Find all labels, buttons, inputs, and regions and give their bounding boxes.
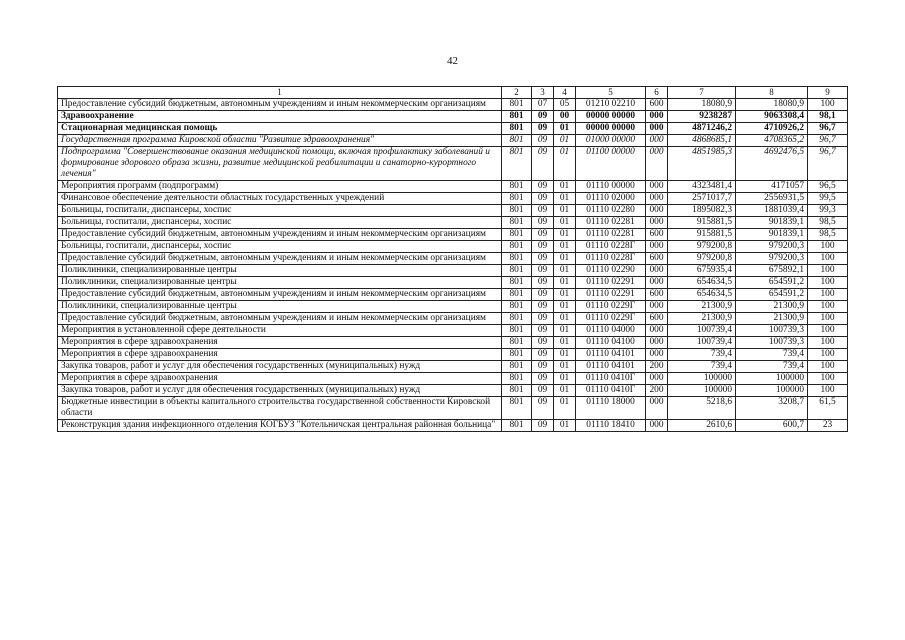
table-header-row	[58, 87, 848, 99]
subsection-code-cell: 01	[554, 337, 576, 349]
subsection-code-cell: 01	[554, 385, 576, 397]
section-code-cell: 09	[532, 181, 554, 193]
target-code-cell: 01110 02000	[576, 193, 646, 205]
planned-amount-cell: 18080,9	[668, 99, 736, 111]
percent-cell: 23	[808, 420, 848, 432]
ministry-code-cell: 801	[502, 99, 532, 111]
subsection-code-cell: 01	[554, 205, 576, 217]
section-code-cell: 09	[532, 217, 554, 229]
percent-cell: 96,7	[808, 123, 848, 135]
ministry-code-cell: 801	[502, 385, 532, 397]
planned-amount-cell: 21300,9	[668, 313, 736, 325]
section-code-cell: 09	[532, 123, 554, 135]
target-code-cell: 01110 18000	[576, 397, 646, 420]
ministry-code-cell: 801	[502, 373, 532, 385]
section-code-cell: 09	[532, 193, 554, 205]
percent-cell: 96,7	[808, 147, 848, 181]
ministry-code-cell: 801	[502, 361, 532, 373]
subsection-code-cell: 01	[554, 229, 576, 241]
percent-cell: 61,5	[808, 397, 848, 420]
expense-type-cell: 000	[646, 147, 668, 181]
target-code-cell: 01110 02290	[576, 265, 646, 277]
percent-cell: 98,5	[808, 217, 848, 229]
actual-amount-cell: 1881039,4	[736, 205, 808, 217]
subsection-code-cell: 01	[554, 193, 576, 205]
expense-type-cell: 000	[646, 349, 668, 361]
table-row	[58, 420, 848, 432]
planned-amount-cell: 21300,9	[668, 301, 736, 313]
ministry-code-cell: 801	[502, 181, 532, 193]
expense-type-cell: 000	[646, 217, 668, 229]
expense-type-cell: 000	[646, 301, 668, 313]
table-row	[58, 241, 848, 253]
percent-cell: 100	[808, 361, 848, 373]
section-code-cell: 09	[532, 277, 554, 289]
table-row	[58, 253, 848, 265]
ministry-code-cell: 801	[502, 193, 532, 205]
subsection-code-cell: 01	[554, 361, 576, 373]
subsection-code-cell: 00	[554, 111, 576, 123]
target-code-cell: 01110 18410	[576, 420, 646, 432]
expense-type-cell: 000	[646, 337, 668, 349]
expense-type-cell: 600	[646, 313, 668, 325]
row-name-cell: Больницы, госпитали, диспансеры, хоспис	[58, 241, 502, 253]
row-name-cell: Поликлиники, специализированные центры	[58, 277, 502, 289]
subsection-code-cell: 01	[554, 325, 576, 337]
ministry-code-cell: 801	[502, 217, 532, 229]
subsection-code-cell: 01	[554, 147, 576, 181]
section-code-cell: 09	[532, 135, 554, 147]
table-row	[58, 229, 848, 241]
column-header: 7	[668, 87, 736, 99]
target-code-cell: 01110 04101	[576, 349, 646, 361]
actual-amount-cell: 979200,3	[736, 241, 808, 253]
table-row	[58, 265, 848, 277]
percent-cell: 98,5	[808, 229, 848, 241]
row-name-cell: Закупка товаров, работ и услуг для обеспечения государственных (муниципальных) нужд	[58, 361, 502, 373]
row-name-cell: Реконструкция здания инфекционного отделения КОГБУЗ "Котельничская центральная районная больница"	[58, 420, 502, 432]
target-code-cell: 01100 00000	[576, 147, 646, 181]
table-row	[58, 361, 848, 373]
ministry-code-cell: 801	[502, 241, 532, 253]
expense-type-cell: 000	[646, 420, 668, 432]
percent-cell: 99,5	[808, 193, 848, 205]
row-name-cell: Предоставление субсидий бюджетным, автономным учреждениям и иным некоммерческим организациям	[58, 229, 502, 241]
actual-amount-cell: 4708365,2	[736, 135, 808, 147]
ministry-code-cell: 801	[502, 325, 532, 337]
percent-cell: 100	[808, 277, 848, 289]
page-number: 42	[447, 55, 458, 67]
row-name-cell: Стационарная медицинская помощь	[58, 123, 502, 135]
percent-cell: 96,5	[808, 181, 848, 193]
percent-cell: 100	[808, 349, 848, 361]
subsection-code-cell: 01	[554, 397, 576, 420]
target-code-cell: 01210 02210	[576, 99, 646, 111]
ministry-code-cell: 801	[502, 301, 532, 313]
ministry-code-cell: 801	[502, 313, 532, 325]
table-row	[58, 373, 848, 385]
subsection-code-cell: 01	[554, 123, 576, 135]
table-row	[58, 111, 848, 123]
planned-amount-cell: 915881,5	[668, 217, 736, 229]
subsection-code-cell: 01	[554, 241, 576, 253]
ministry-code-cell: 801	[502, 135, 532, 147]
table-row	[58, 289, 848, 301]
planned-amount-cell: 654634,5	[668, 277, 736, 289]
column-header: 6	[646, 87, 668, 99]
expense-type-cell: 000	[646, 205, 668, 217]
table-row	[58, 349, 848, 361]
planned-amount-cell: 4851985,3	[668, 147, 736, 181]
section-code-cell: 09	[532, 361, 554, 373]
row-name-cell: Финансовое обеспечение деятельности областных государственных учреждений	[58, 193, 502, 205]
section-code-cell: 09	[532, 111, 554, 123]
section-code-cell: 09	[532, 241, 554, 253]
planned-amount-cell: 100739,4	[668, 337, 736, 349]
actual-amount-cell: 901839,1	[736, 217, 808, 229]
expense-type-cell: 000	[646, 277, 668, 289]
percent-cell: 99,3	[808, 205, 848, 217]
expense-type-cell: 000	[646, 111, 668, 123]
percent-cell: 100	[808, 325, 848, 337]
column-header: 3	[532, 87, 554, 99]
subsection-code-cell: 01	[554, 301, 576, 313]
section-code-cell: 09	[532, 373, 554, 385]
actual-amount-cell: 654591,2	[736, 289, 808, 301]
percent-cell: 100	[808, 385, 848, 397]
planned-amount-cell: 5218,6	[668, 397, 736, 420]
row-name-cell: Поликлиники, специализированные центры	[58, 265, 502, 277]
actual-amount-cell: 100739,3	[736, 325, 808, 337]
subsection-code-cell: 01	[554, 373, 576, 385]
planned-amount-cell: 1895082,3	[668, 205, 736, 217]
expense-type-cell: 000	[646, 397, 668, 420]
expense-type-cell: 600	[646, 253, 668, 265]
expense-type-cell: 600	[646, 229, 668, 241]
row-name-cell: Больницы, госпитали, диспансеры, хоспис	[58, 205, 502, 217]
actual-amount-cell: 100000	[736, 385, 808, 397]
section-code-cell: 09	[532, 289, 554, 301]
target-code-cell: 01110 02281	[576, 229, 646, 241]
section-code-cell: 09	[532, 147, 554, 181]
table-row	[58, 99, 848, 111]
ministry-code-cell: 801	[502, 349, 532, 361]
row-name-cell: Мероприятия программ (подпрограмм)	[58, 181, 502, 193]
subsection-code-cell: 01	[554, 135, 576, 147]
planned-amount-cell: 915881,5	[668, 229, 736, 241]
target-code-cell: 01110 02281	[576, 217, 646, 229]
ministry-code-cell: 801	[502, 337, 532, 349]
section-code-cell: 09	[532, 337, 554, 349]
ministry-code-cell: 801	[502, 111, 532, 123]
expense-type-cell: 000	[646, 241, 668, 253]
target-code-cell: 01110 0410Г	[576, 385, 646, 397]
planned-amount-cell: 979200,8	[668, 253, 736, 265]
column-header: 1	[58, 87, 502, 99]
expense-type-cell: 200	[646, 361, 668, 373]
ministry-code-cell: 801	[502, 123, 532, 135]
row-name-cell: Предоставление субсидий бюджетным, автономным учреждениям и иным некоммерческим организациям	[58, 99, 502, 111]
percent-cell: 100	[808, 253, 848, 265]
expense-type-cell: 000	[646, 123, 668, 135]
actual-amount-cell: 654591,2	[736, 277, 808, 289]
row-name-cell: Мероприятия в сфере здравоохранения	[58, 337, 502, 349]
row-name-cell: Мероприятия в установленной сфере деятельности	[58, 325, 502, 337]
ministry-code-cell: 801	[502, 253, 532, 265]
section-code-cell: 09	[532, 205, 554, 217]
table-row	[58, 337, 848, 349]
target-code-cell: 01110 02291	[576, 277, 646, 289]
percent-cell: 100	[808, 373, 848, 385]
table-row	[58, 123, 848, 135]
target-code-cell: 01110 02280	[576, 205, 646, 217]
actual-amount-cell: 2556931,5	[736, 193, 808, 205]
ministry-code-cell: 801	[502, 420, 532, 432]
column-header: 8	[736, 87, 808, 99]
planned-amount-cell: 979200,8	[668, 241, 736, 253]
section-code-cell: 09	[532, 229, 554, 241]
planned-amount-cell: 4871246,2	[668, 123, 736, 135]
actual-amount-cell: 600,7	[736, 420, 808, 432]
row-name-cell: Здравоохранение	[58, 111, 502, 123]
row-name-cell: Предоставление субсидий бюджетным, автономным учреждениям и иным некоммерческим организациям	[58, 253, 502, 265]
actual-amount-cell: 21300,9	[736, 313, 808, 325]
section-code-cell: 09	[532, 325, 554, 337]
subsection-code-cell: 01	[554, 253, 576, 265]
table-row	[58, 277, 848, 289]
target-code-cell: 01110 02291	[576, 289, 646, 301]
actual-amount-cell: 100000	[736, 373, 808, 385]
target-code-cell: 01110 00000	[576, 181, 646, 193]
subsection-code-cell: 01	[554, 217, 576, 229]
target-code-cell: 01110 04101	[576, 361, 646, 373]
planned-amount-cell: 100000	[668, 385, 736, 397]
target-code-cell: 01110 0229Г	[576, 313, 646, 325]
planned-amount-cell: 2610,6	[668, 420, 736, 432]
expense-type-cell: 000	[646, 265, 668, 277]
actual-amount-cell: 4692476,5	[736, 147, 808, 181]
table-row	[58, 313, 848, 325]
table-row	[58, 135, 848, 147]
target-code-cell: 01110 04000	[576, 325, 646, 337]
table-row	[58, 385, 848, 397]
planned-amount-cell: 4323481,4	[668, 181, 736, 193]
subsection-code-cell: 01	[554, 289, 576, 301]
target-code-cell: 01110 0229Г	[576, 301, 646, 313]
planned-amount-cell: 739,4	[668, 349, 736, 361]
expense-type-cell: 000	[646, 135, 668, 147]
planned-amount-cell: 9238287	[668, 111, 736, 123]
row-name-cell: Поликлиники, специализированные центры	[58, 301, 502, 313]
percent-cell: 100	[808, 241, 848, 253]
actual-amount-cell: 21300,9	[736, 301, 808, 313]
table-row	[58, 181, 848, 193]
table-row	[58, 205, 848, 217]
section-code-cell: 09	[532, 385, 554, 397]
section-code-cell: 09	[532, 420, 554, 432]
percent-cell: 100	[808, 265, 848, 277]
expense-type-cell: 600	[646, 99, 668, 111]
section-code-cell: 09	[532, 397, 554, 420]
planned-amount-cell: 100000	[668, 373, 736, 385]
row-name-cell: Больницы, госпитали, диспансеры, хоспис	[58, 217, 502, 229]
expense-type-cell: 000	[646, 373, 668, 385]
column-header: 4	[554, 87, 576, 99]
budget-table	[57, 86, 848, 432]
actual-amount-cell: 100739,3	[736, 337, 808, 349]
target-code-cell: 01110 0410Г	[576, 373, 646, 385]
actual-amount-cell: 4171057	[736, 181, 808, 193]
table-row	[58, 397, 848, 420]
table-row	[58, 325, 848, 337]
actual-amount-cell: 675892,1	[736, 265, 808, 277]
ministry-code-cell: 801	[502, 205, 532, 217]
target-code-cell: 01110 0228Г	[576, 253, 646, 265]
actual-amount-cell: 9063308,4	[736, 111, 808, 123]
row-name-cell: Государственная программа Кировской области "Развитие здравоохранения"	[58, 135, 502, 147]
percent-cell: 96,7	[808, 135, 848, 147]
target-code-cell: 00000 00000	[576, 123, 646, 135]
subsection-code-cell: 01	[554, 277, 576, 289]
ministry-code-cell: 801	[502, 397, 532, 420]
table-row	[58, 193, 848, 205]
section-code-cell: 09	[532, 349, 554, 361]
section-code-cell: 09	[532, 301, 554, 313]
table-row	[58, 217, 848, 229]
subsection-code-cell: 05	[554, 99, 576, 111]
planned-amount-cell: 675935,4	[668, 265, 736, 277]
row-name-cell: Предоставление субсидий бюджетным, автономным учреждениям и иным некоммерческим организациям	[58, 289, 502, 301]
row-name-cell: Мероприятия в сфере здравоохранения	[58, 349, 502, 361]
percent-cell: 100	[808, 337, 848, 349]
row-name-cell: Подпрограмма "Совершенствование оказания медицинской помощи, включая профилактику заболеваний и формирование здорового образа жизни, развитие медицинской реабилитации и санаторно-курортного лечения"	[58, 147, 502, 181]
ministry-code-cell: 801	[502, 229, 532, 241]
percent-cell: 98,1	[808, 111, 848, 123]
section-code-cell: 09	[532, 313, 554, 325]
ministry-code-cell: 801	[502, 147, 532, 181]
column-header: 2	[502, 87, 532, 99]
actual-amount-cell: 4710926,2	[736, 123, 808, 135]
percent-cell: 100	[808, 99, 848, 111]
percent-cell: 100	[808, 301, 848, 313]
row-name-cell: Мероприятия в сфере здравоохранения	[58, 373, 502, 385]
planned-amount-cell: 2571017,7	[668, 193, 736, 205]
column-header: 9	[808, 87, 848, 99]
planned-amount-cell: 4868685,1	[668, 135, 736, 147]
expense-type-cell: 000	[646, 325, 668, 337]
planned-amount-cell: 100739,4	[668, 325, 736, 337]
section-code-cell: 09	[532, 265, 554, 277]
expense-type-cell: 000	[646, 181, 668, 193]
row-name-cell: Бюджетные инвестиции в объекты капитального строительства государственной собственности Кировской области	[58, 397, 502, 420]
percent-cell: 100	[808, 289, 848, 301]
section-code-cell: 07	[532, 99, 554, 111]
section-code-cell: 09	[532, 253, 554, 265]
target-code-cell: 01000 00000	[576, 135, 646, 147]
actual-amount-cell: 739,4	[736, 349, 808, 361]
subsection-code-cell: 01	[554, 349, 576, 361]
expense-type-cell: 600	[646, 289, 668, 301]
target-code-cell: 01110 04100	[576, 337, 646, 349]
actual-amount-cell: 739,4	[736, 361, 808, 373]
target-code-cell: 01110 0228Г	[576, 241, 646, 253]
planned-amount-cell: 654634,5	[668, 289, 736, 301]
expense-type-cell: 000	[646, 193, 668, 205]
subsection-code-cell: 01	[554, 181, 576, 193]
subsection-code-cell: 01	[554, 420, 576, 432]
actual-amount-cell: 979200,3	[736, 253, 808, 265]
expense-type-cell: 200	[646, 385, 668, 397]
row-name-cell: Предоставление субсидий бюджетным, автономным учреждениям и иным некоммерческим организациям	[58, 313, 502, 325]
actual-amount-cell: 18080,9	[736, 99, 808, 111]
actual-amount-cell: 901839,1	[736, 229, 808, 241]
actual-amount-cell: 3208,7	[736, 397, 808, 420]
row-name-cell: Закупка товаров, работ и услуг для обеспечения государственных (муниципальных) нужд	[58, 385, 502, 397]
ministry-code-cell: 801	[502, 289, 532, 301]
planned-amount-cell: 739,4	[668, 361, 736, 373]
percent-cell: 100	[808, 313, 848, 325]
target-code-cell: 00000 00000	[576, 111, 646, 123]
ministry-code-cell: 801	[502, 265, 532, 277]
table-row	[58, 147, 848, 181]
subsection-code-cell: 01	[554, 313, 576, 325]
column-header: 5	[576, 87, 646, 99]
table-row	[58, 301, 848, 313]
ministry-code-cell: 801	[502, 277, 532, 289]
subsection-code-cell: 01	[554, 265, 576, 277]
